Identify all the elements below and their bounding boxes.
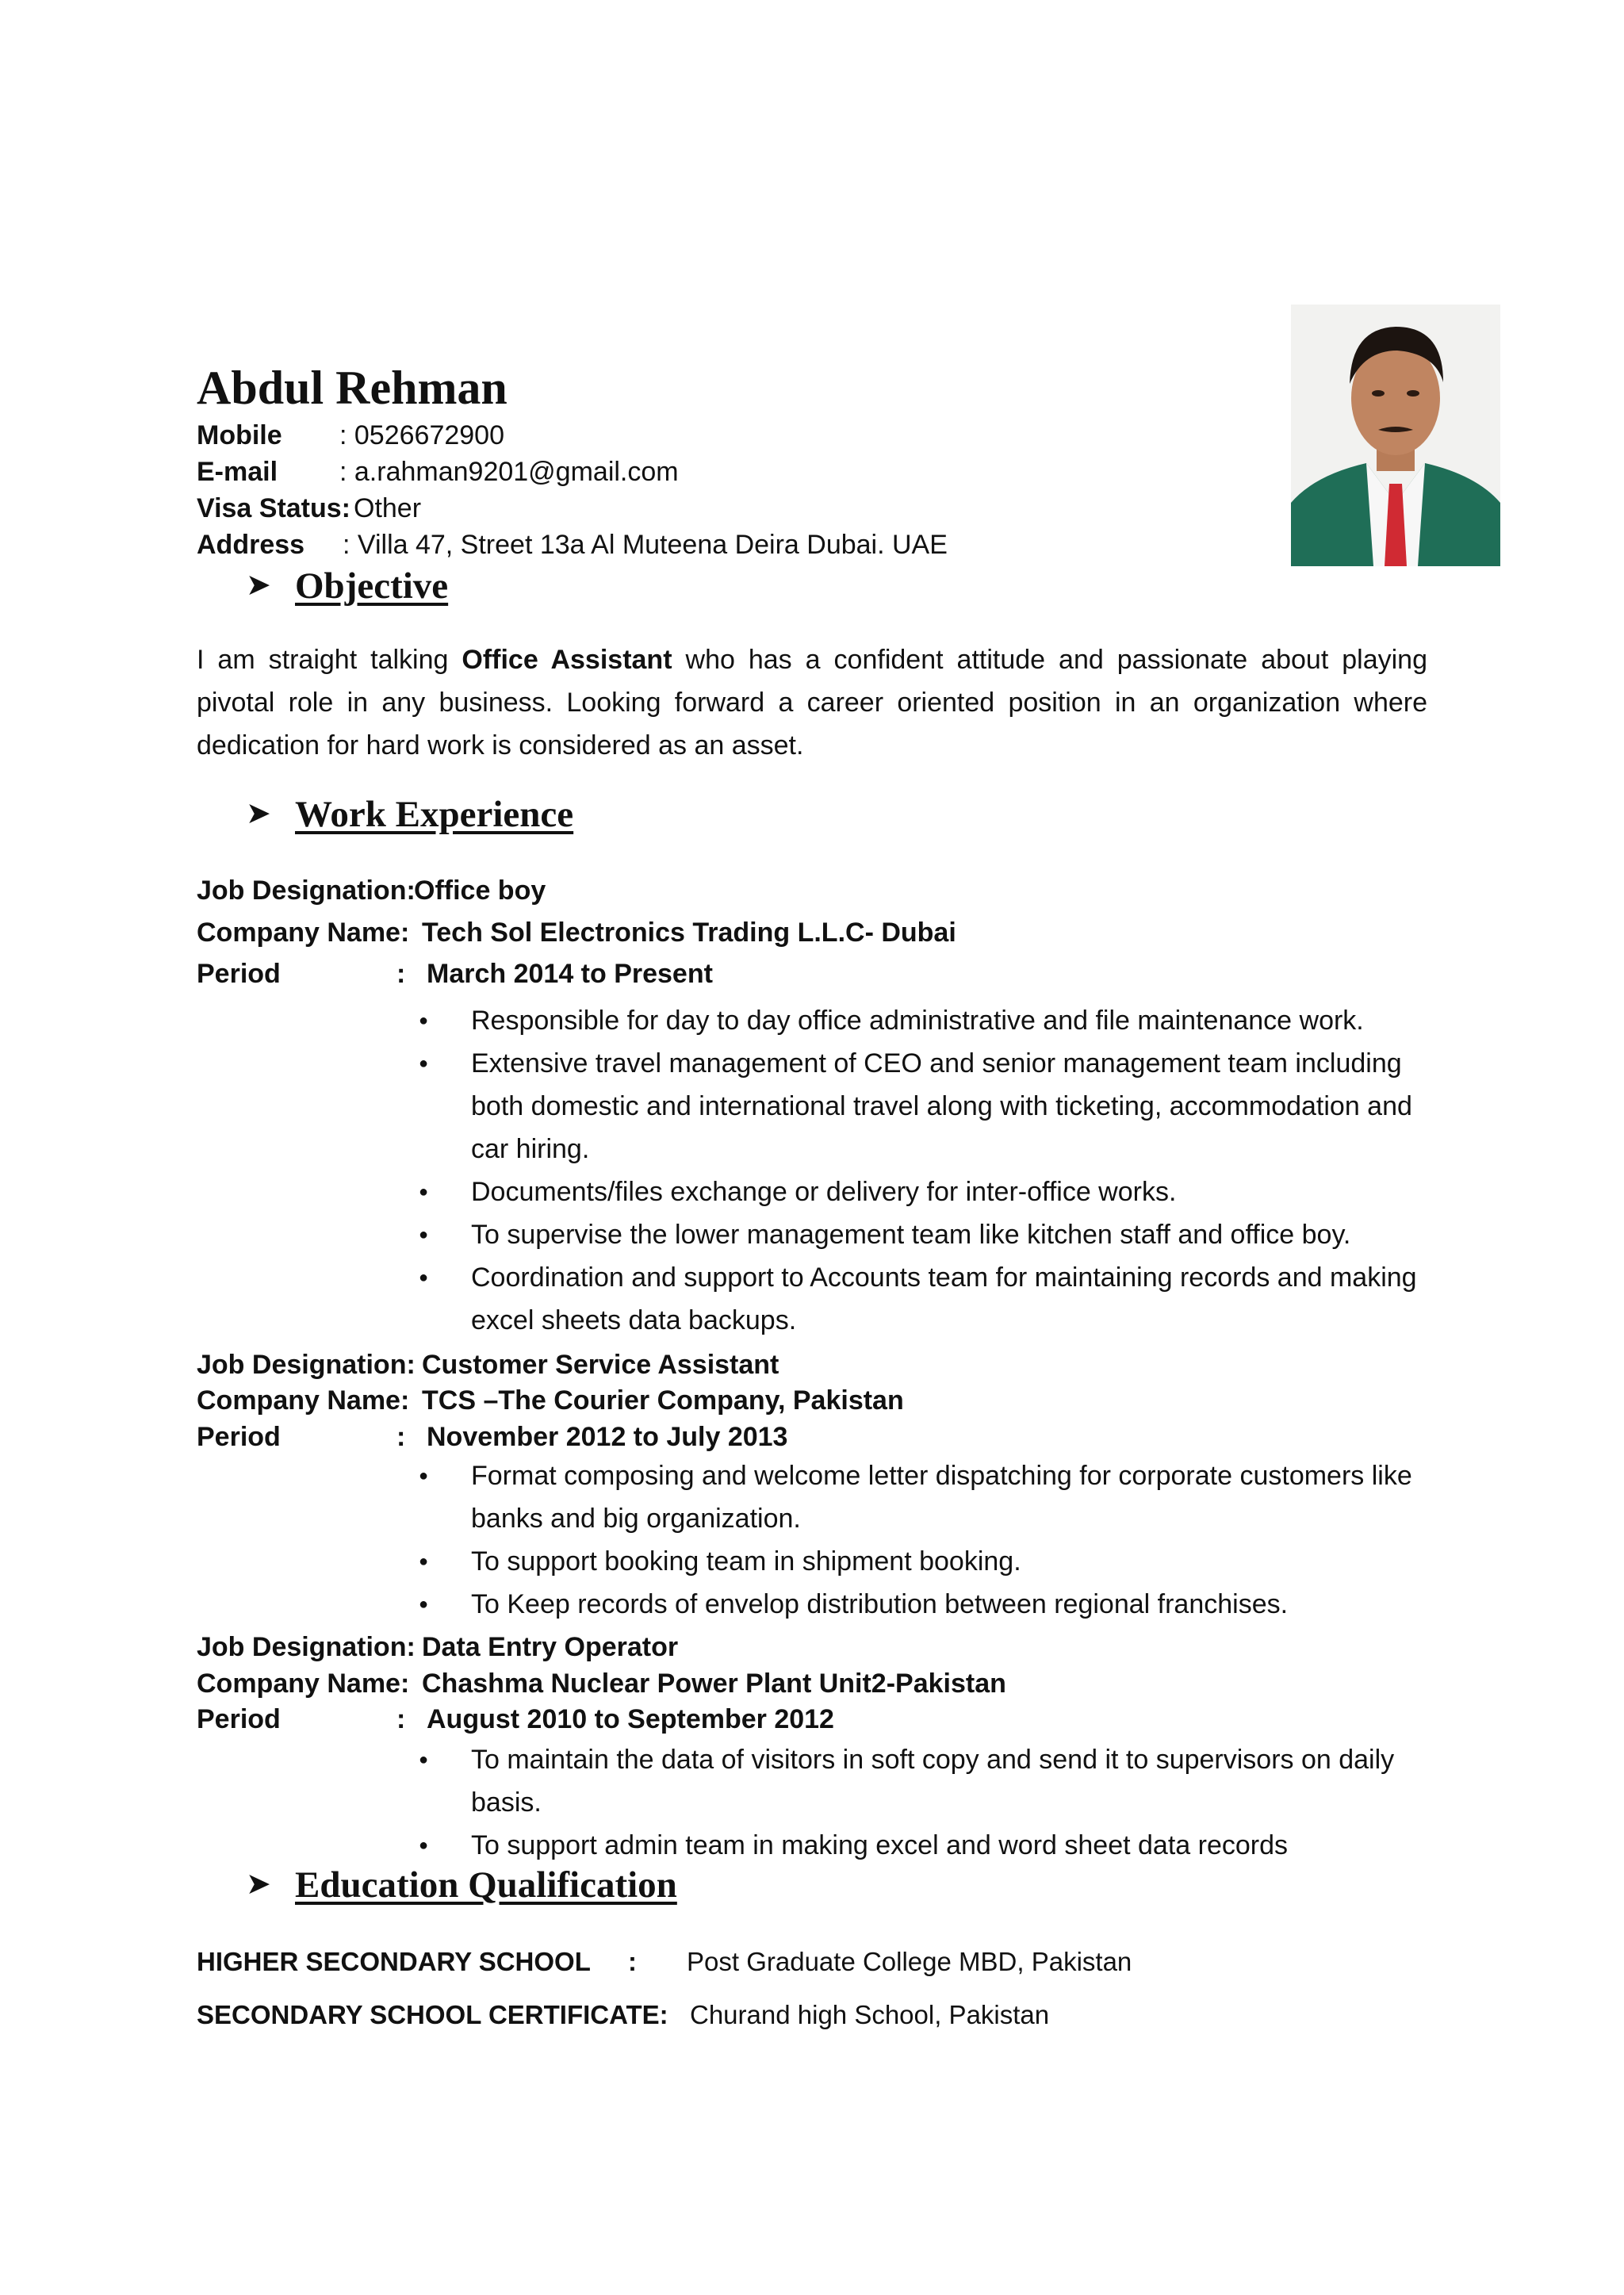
objective-part-2: who has a confident attitude and passionate about playing pivotal role in any business. Looking forward a career oriented position in an organization where dedication for hard work is considered as an asset.: [197, 645, 1428, 761]
job-2-duties: [419, 1454, 1434, 1626]
section-objective: [246, 565, 448, 607]
job-3-period-row: [197, 1704, 834, 1735]
company-name-label: Company Name:: [197, 918, 410, 948]
job-2-designation-row: [197, 1350, 779, 1381]
email-label: E-mail: [197, 457, 278, 487]
job-1-period: March 2014 to Present: [427, 959, 713, 989]
duty-item: ● To maintain the data of visitors in soft copy and send it to supervisors on daily basis.: [419, 1738, 1434, 1824]
visa-label: Visa Status:: [197, 493, 351, 523]
job-1-duties: [419, 999, 1434, 1342]
section-title-objective: Objective: [295, 565, 449, 607]
education-label: HIGHER SECONDARY SCHOOL: [197, 1947, 591, 1976]
address-value: : Villa 47, Street 13a Al Muteena Deira Dubai. UAE: [343, 530, 948, 560]
candidate-name: Abdul Rehman: [197, 362, 508, 414]
period-label: Period: [197, 1704, 281, 1734]
period-label: Period: [197, 959, 281, 989]
job-3-duties: [419, 1738, 1434, 1867]
education-institution: Churand high School, Pakistan: [690, 2000, 1050, 2029]
job-1-period-row: [197, 959, 713, 990]
job-3-designation: Data Entry Operator: [422, 1632, 679, 1662]
duty-item: ● To support booking team in shipment booking.: [419, 1540, 1434, 1583]
period-label: Period: [197, 1422, 281, 1452]
duty-item: ● Documents/files exchange or delivery for inter-office works.: [419, 1170, 1434, 1213]
section-title-work: Work Experience: [295, 794, 574, 835]
education-colon: :: [628, 1947, 637, 1976]
objective-text: [197, 638, 1427, 767]
duty-item: ● Coordination and support to Accounts team for maintaining records and making excel sheets data backups.: [419, 1256, 1434, 1342]
section-title-education: Education Qualification: [295, 1864, 677, 1906]
arrowhead-bullet-icon: ➤: [246, 795, 271, 830]
job-3-company: Chashma Nuclear Power Plant Unit2-Pakistan: [422, 1669, 1006, 1699]
mobile-value: : 0526672900: [339, 420, 504, 450]
job-designation-label: Job Designation:: [197, 1350, 416, 1380]
period-colon: :: [396, 959, 406, 989]
portrait-illustration: [1291, 305, 1500, 566]
education-row-secondary: [197, 2000, 1050, 2030]
section-education: [246, 1864, 677, 1906]
job-2-period: November 2012 to July 2013: [427, 1422, 788, 1452]
job-2-designation: Customer Service Assistant: [422, 1350, 779, 1380]
job-1-designation: Office boy: [414, 875, 546, 906]
education-institution: Post Graduate College MBD, Pakistan: [687, 1947, 1132, 1976]
job-2-company: TCS –The Courier Company, Pakistan: [422, 1385, 904, 1416]
mobile-label: Mobile: [197, 420, 282, 450]
email-value: : a.rahman9201@gmail.com: [339, 457, 679, 487]
job-1-company-row: [197, 918, 956, 948]
job-3-designation-row: [197, 1632, 679, 1663]
education-label: SECONDARY SCHOOL CERTIFICATE:: [197, 2000, 668, 2029]
job-1-company: Tech Sol Electronics Trading L.L.C- Dubai: [422, 918, 956, 948]
company-name-label: Company Name:: [197, 1669, 410, 1699]
job-2-company-row: [197, 1385, 904, 1416]
profile-photo: [1291, 305, 1500, 566]
duty-item: ● Responsible for day to day office administrative and file maintenance work.: [419, 999, 1434, 1042]
duty-item: ● Extensive travel management of CEO and senior management team including both domestic and international travel along with ticketing, accommodation and car hiring.: [419, 1042, 1434, 1170]
job-designation-label: Job Designation:: [197, 1632, 416, 1662]
job-designation-label: Job Designation:: [197, 875, 416, 906]
education-row-higher-secondary: [197, 1947, 1132, 1977]
objective-part-1: I am straight talking: [197, 645, 462, 675]
period-colon: :: [396, 1422, 406, 1452]
objective-emphasis: Office Assistant: [462, 645, 672, 675]
job-3-company-row: [197, 1669, 1006, 1699]
address-label: Address: [197, 530, 305, 560]
email-row: [197, 457, 679, 488]
visa-row: [197, 493, 422, 524]
job-2-period-row: [197, 1422, 788, 1453]
duty-item: ● To support admin team in making excel and word sheet data records: [419, 1824, 1434, 1867]
arrowhead-bullet-icon: ➤: [246, 567, 271, 602]
job-3-period: August 2010 to September 2012: [427, 1704, 834, 1734]
visa-value: Other: [354, 493, 422, 523]
company-name-label: Company Name:: [197, 1385, 410, 1416]
period-colon: :: [396, 1704, 406, 1734]
duty-item: ● Format composing and welcome letter dispatching for corporate customers like banks and big organization.: [419, 1454, 1434, 1540]
duty-item: ● To supervise the lower management team like kitchen staff and office boy.: [419, 1213, 1434, 1256]
mobile-row: [197, 420, 504, 451]
job-1-designation-row: [197, 875, 546, 906]
section-work-experience: [246, 793, 573, 836]
arrowhead-bullet-icon: ➤: [246, 1866, 271, 1901]
duty-item: ● To Keep records of envelop distribution between regional franchises.: [419, 1583, 1434, 1626]
address-row: [197, 530, 948, 561]
